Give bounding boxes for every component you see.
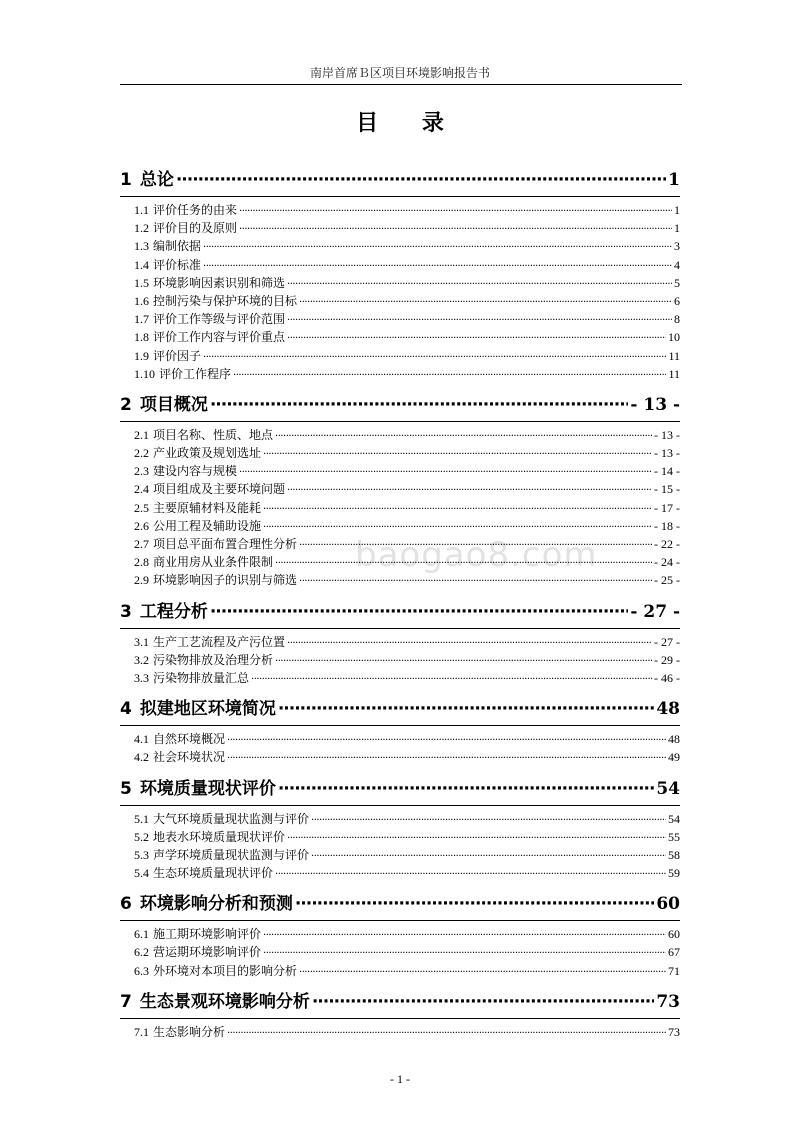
section-number: 3.1 (134, 634, 149, 649)
chapter-underline (120, 725, 680, 726)
section-number: 4.2 (134, 750, 149, 765)
section-page: - 18 - (654, 518, 680, 533)
section-number: 2.6 (134, 518, 149, 533)
dot-leader (278, 773, 654, 805)
dot-leader (299, 294, 672, 312)
toc-section-entry[interactable] (120, 1023, 680, 1041)
section-number: 1.1 (134, 203, 149, 217)
toc-section-entry[interactable] (120, 669, 680, 687)
toc-section-entry[interactable] (120, 730, 680, 748)
chapter-underline (120, 196, 680, 197)
section-page: 58 (668, 847, 680, 862)
section-title: 项目总平面布置合理性分析 (153, 537, 298, 551)
section-title: 商业用房从业条件限制 (153, 555, 274, 570)
toc-section-entry[interactable] (120, 274, 680, 292)
section-page: 73 (668, 1024, 680, 1039)
toc-section-entry[interactable] (120, 553, 680, 571)
section-title: 评价任务的由来 (153, 203, 238, 217)
section-number: 4.1 (134, 732, 149, 747)
section-title: 建设内容与规模 (153, 464, 238, 479)
section-title: 环境影响因素识别和筛选 (153, 275, 286, 290)
dot-leader (287, 830, 666, 848)
toc-section-entry[interactable] (120, 237, 680, 255)
page-number: - 1 - (390, 1072, 410, 1086)
section-title: 外环境对本项目的影响分析 (153, 963, 298, 978)
dot-leader (287, 312, 672, 330)
section-page: 11 (668, 366, 680, 381)
dot-leader (263, 446, 652, 464)
section-number: 2.8 (134, 555, 149, 570)
section-title: 控制污染与保护环境的目标 (153, 293, 298, 308)
toc-section-entry[interactable] (120, 535, 680, 553)
dot-leader (210, 389, 629, 421)
chapter-number: 1 (120, 170, 132, 190)
toc-chapter-entry[interactable] (120, 986, 680, 1018)
dot-leader (287, 482, 652, 500)
dot-leader (299, 964, 666, 982)
dot-leader (263, 945, 666, 963)
dot-leader (239, 203, 672, 221)
section-number: 1.10 (134, 366, 155, 381)
dot-leader (311, 812, 666, 830)
section-title: 社会环境状况 (153, 750, 226, 765)
dot-leader (239, 221, 672, 239)
toc-section-entry[interactable] (120, 444, 680, 462)
toc-chapter-entry[interactable] (120, 389, 680, 421)
dot-leader (263, 519, 652, 537)
section-page: 1 (674, 221, 680, 236)
dot-leader (278, 693, 654, 725)
section-title: 评价标准 (153, 257, 202, 272)
section-title: 项目名称、性质、地点 (153, 427, 274, 442)
dot-leader (275, 428, 652, 446)
section-page: - 24 - (654, 555, 680, 570)
chapter-title: 项目概况 (139, 394, 208, 415)
dot-leader (227, 750, 666, 768)
dot-leader (312, 986, 654, 1018)
toc-title: 目 录 (356, 111, 462, 136)
section-page: - 15 - (654, 482, 680, 497)
section-page: 55 (668, 829, 680, 844)
section-page: 59 (668, 866, 680, 881)
section-number: 1.5 (134, 275, 149, 290)
toc-chapter-entry[interactable] (120, 888, 680, 920)
section-number: 5.3 (134, 847, 149, 862)
section-title: 评价工作等级与评价范围 (153, 312, 286, 327)
section-number: 1.3 (134, 239, 149, 254)
section-title: 营运期环境影响评价 (153, 945, 262, 960)
section-title: 生产工艺流程及产污位置 (153, 634, 286, 649)
dot-leader (295, 888, 654, 920)
toc-chapter-entry[interactable] (120, 164, 680, 196)
section-number: 5.1 (134, 811, 149, 826)
dot-leader (176, 164, 666, 196)
section-number: 6.2 (134, 945, 149, 960)
section-page: 11 (668, 348, 680, 363)
toc-chapter-entry[interactable] (120, 596, 680, 628)
watermark: baogao8.com (355, 535, 598, 575)
section-page: - 14 - (654, 464, 680, 479)
toc-section-entry[interactable] (120, 846, 680, 864)
chapter-page: - 27 - (630, 601, 680, 622)
running-header: 南岸首席Ｂ区项目环境影响报告书 (309, 66, 490, 80)
section-number: 1.2 (134, 221, 149, 236)
section-page: - 13 - (654, 446, 680, 461)
toc-section-entry[interactable] (120, 347, 680, 365)
chapter-page: - 13 - (630, 394, 680, 415)
section-title: 公用工程及辅助设施 (153, 518, 262, 533)
chapter-number: 5 (120, 778, 132, 799)
dot-leader (227, 732, 666, 750)
dot-leader (287, 635, 652, 653)
section-page: 5 (674, 275, 680, 290)
section-title: 主要原辅材料及能耗 (153, 500, 262, 515)
section-title: 地表水环境质量现状评价 (153, 829, 286, 844)
toc-section-entry[interactable] (120, 462, 680, 480)
dot-leader (263, 927, 666, 945)
toc-section-entry[interactable] (120, 219, 680, 237)
section-page: 67 (668, 945, 680, 960)
section-title: 项目组成及主要环境问题 (153, 482, 286, 497)
section-number: 2.3 (134, 464, 149, 479)
chapter-title: 拟建地区环境简况 (139, 699, 276, 720)
chapter-underline (120, 421, 680, 422)
section-number: 2.9 (134, 573, 149, 588)
section-page: 3 (674, 239, 680, 254)
section-page: - 25 - (654, 573, 680, 588)
section-page: 71 (668, 963, 680, 978)
chapter-number: 6 (120, 894, 132, 915)
toc-section-entry[interactable] (120, 517, 680, 535)
toc-section-entry[interactable] (120, 426, 680, 444)
section-title: 污染物排放及治理分析 (153, 652, 274, 667)
section-number: 7.1 (134, 1024, 149, 1039)
section-number: 2.2 (134, 446, 149, 461)
section-title: 评价因子 (153, 348, 202, 363)
section-title: 施工期环境影响评价 (153, 927, 262, 942)
toc-section-entry[interactable] (120, 480, 680, 498)
section-number: 5.2 (134, 829, 149, 844)
toc-chapter-entry[interactable] (120, 693, 680, 725)
section-number: 2.5 (134, 500, 149, 515)
section-title: 评价目的及原则 (153, 221, 238, 236)
chapter-title: 生态景观环境影响分析 (139, 991, 310, 1012)
section-number: 6.1 (134, 927, 149, 942)
section-page: - 17 - (654, 500, 680, 515)
toc-section-entry[interactable] (120, 828, 680, 846)
toc-section-entry[interactable] (120, 864, 680, 882)
chapter-title: 总论 (139, 170, 174, 190)
section-title: 声学环境质量现状监测与评价 (153, 847, 310, 862)
section-page: - 29 - (654, 652, 680, 667)
section-page: 54 (668, 811, 680, 826)
section-page: - 27 - (654, 634, 680, 649)
section-number: 2.7 (134, 537, 149, 551)
toc-section-entry[interactable] (120, 810, 680, 828)
section-number: 2.4 (134, 482, 149, 497)
section-number: 3.3 (134, 670, 149, 685)
chapter-number: 4 (120, 699, 132, 720)
dot-leader (210, 596, 629, 628)
header-rule (120, 84, 682, 85)
chapter-title: 环境影响分析和预测 (139, 894, 293, 915)
toc-section-entry[interactable] (120, 748, 680, 766)
section-number: 1.7 (134, 312, 149, 327)
chapter-page: 73 (656, 991, 680, 1012)
toc-section-entry[interactable] (120, 571, 680, 589)
section-title: 自然环境概况 (153, 732, 226, 747)
toc-section-entry[interactable] (120, 499, 680, 517)
dot-leader (275, 866, 666, 884)
toc-section-entry[interactable] (120, 328, 680, 346)
chapter-underline (120, 805, 680, 806)
section-title: 评价工作内容与评价重点 (153, 330, 286, 345)
section-page: 10 (668, 330, 680, 345)
chapter-page: 48 (656, 699, 680, 720)
chapter-number: 3 (120, 601, 132, 622)
section-page: - 22 - (654, 537, 680, 551)
chapter-underline (120, 1018, 680, 1019)
dot-leader (287, 330, 666, 348)
toc-section-entry[interactable] (120, 310, 680, 328)
toc-section-entry[interactable] (120, 365, 680, 383)
dot-leader (227, 1025, 666, 1043)
dot-leader (311, 848, 666, 866)
section-page: - 46 - (654, 670, 680, 685)
dot-leader (233, 367, 666, 385)
dot-leader (239, 464, 652, 482)
section-title: 生态环境质量现状评价 (153, 866, 274, 881)
section-title: 环境影响因子的识别与筛选 (153, 573, 298, 588)
dot-leader (275, 555, 652, 573)
toc-section-entry[interactable] (120, 292, 680, 310)
section-page: 4 (674, 257, 680, 272)
section-number: 1.8 (134, 330, 149, 345)
table-of-contents (120, 164, 680, 1047)
toc-section-entry[interactable] (120, 633, 680, 651)
section-number: 1.6 (134, 293, 149, 308)
section-page: 48 (668, 732, 680, 747)
section-page: 6 (674, 293, 680, 308)
toc-section-entry[interactable] (120, 925, 680, 943)
section-title: 产业政策及规划选址 (153, 446, 262, 461)
section-number: 2.1 (134, 427, 149, 442)
dot-leader (299, 573, 652, 591)
toc-section-entry[interactable] (120, 651, 680, 669)
section-title: 污染物排放量汇总 (153, 670, 250, 685)
section-page: 1 (674, 203, 680, 217)
toc-chapter-entry[interactable] (120, 773, 680, 805)
section-page: 60 (668, 927, 680, 942)
dot-leader (299, 537, 652, 555)
section-title: 编制依据 (153, 239, 202, 254)
dot-leader (203, 349, 666, 367)
section-number: 5.4 (134, 866, 149, 881)
toc-section-entry[interactable] (120, 201, 680, 219)
section-number: 6.3 (134, 963, 149, 978)
dot-leader (263, 501, 652, 519)
section-number: 3.2 (134, 652, 149, 667)
section-number: 1.9 (134, 348, 149, 363)
section-title: 评价工作程序 (159, 366, 232, 381)
chapter-number: 7 (120, 991, 132, 1012)
chapter-title: 工程分析 (139, 601, 208, 622)
dot-leader (287, 276, 672, 294)
toc-section-entry[interactable] (120, 943, 680, 961)
section-page: - 13 - (654, 427, 680, 442)
toc-section-entry[interactable] (120, 962, 680, 980)
dot-leader (251, 671, 652, 689)
chapter-page: 1 (668, 170, 680, 190)
toc-section-entry[interactable] (120, 256, 680, 274)
section-page: 49 (668, 750, 680, 765)
chapter-page: 54 (656, 778, 680, 799)
dot-leader (203, 239, 672, 257)
chapter-title: 环境质量现状评价 (139, 778, 276, 799)
chapter-number: 2 (120, 394, 132, 415)
chapter-page: 60 (656, 894, 680, 915)
section-title: 大气环境质量现状监测与评价 (153, 811, 310, 826)
chapter-underline (120, 920, 680, 921)
section-page: 8 (674, 312, 680, 327)
section-number: 1.4 (134, 257, 149, 272)
section-title: 生态影响分析 (153, 1024, 226, 1039)
dot-leader (275, 653, 652, 671)
chapter-underline (120, 628, 680, 629)
